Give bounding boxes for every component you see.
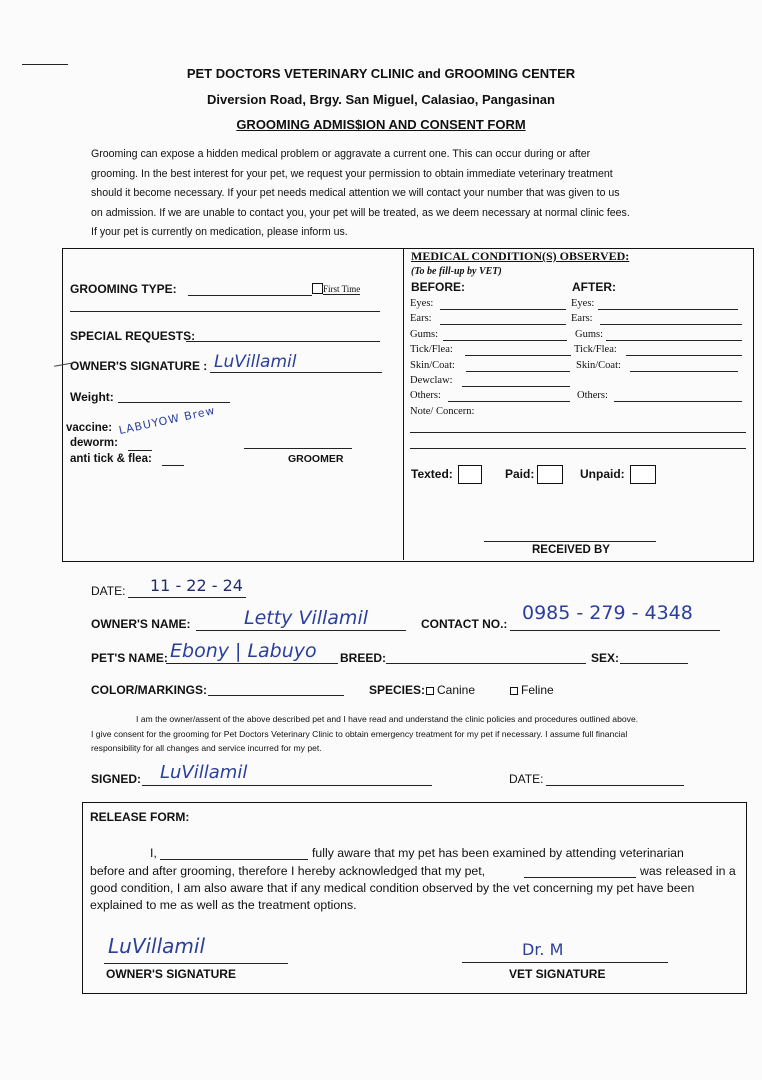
feline-label: Feline <box>521 683 554 697</box>
paid-label: Paid: <box>505 467 535 481</box>
before-tick-line[interactable] <box>465 355 571 356</box>
texted-checkbox[interactable] <box>458 465 482 484</box>
weight-line[interactable] <box>118 402 230 403</box>
date-line[interactable] <box>128 597 246 598</box>
before-others-line[interactable] <box>448 401 570 402</box>
after-gums: Gums: <box>575 329 604 340</box>
note-line-1[interactable] <box>410 432 746 433</box>
after-header: AFTER: <box>572 280 616 294</box>
pet-name-label: PET'S NAME: <box>91 651 168 665</box>
before-gums: Gums: <box>410 329 439 340</box>
signed-line[interactable] <box>142 785 432 786</box>
consent-date-line[interactable] <box>546 785 684 786</box>
special-requests-line[interactable] <box>186 341 380 342</box>
vaccine-label: vaccine: <box>66 422 113 434</box>
release-vet-sig-label: VET SIGNATURE <box>509 967 606 981</box>
before-dewclaw: Dewclaw: <box>410 375 453 386</box>
anti-tick-label: anti tick & flea: <box>70 453 152 465</box>
color-line[interactable] <box>208 695 344 696</box>
intro-line: Grooming can expose a hidden medical problem or aggravate a current one. This can occur during or after <box>91 148 591 160</box>
note-concern: Note/ Concern: <box>410 406 475 417</box>
owner-name-hand: Letty Villamil <box>244 607 369 629</box>
intro-line: on admission. If we are unable to contact you, your pet will be treated, as we deem necessary at normal clinic fees. <box>91 206 630 219</box>
groomer-line[interactable] <box>244 448 352 449</box>
after-skin: Skin/Coat: <box>576 360 621 371</box>
unpaid-label: Unpaid: <box>580 467 625 481</box>
unpaid-checkbox[interactable] <box>630 465 656 484</box>
before-dewclaw-line[interactable] <box>462 386 570 387</box>
release-vet-sig-line[interactable] <box>462 962 668 963</box>
signed-label: SIGNED: <box>91 772 142 786</box>
corner-mark <box>22 64 68 65</box>
owner-signature-line[interactable] <box>210 372 382 373</box>
before-skin-line[interactable] <box>466 371 570 372</box>
after-others-line[interactable] <box>614 401 742 402</box>
grooming-type-label: GROOMING TYPE: <box>70 282 177 296</box>
release-name-line[interactable] <box>160 859 308 860</box>
species-label: SPECIES: <box>369 683 426 697</box>
received-by-line[interactable] <box>484 541 656 542</box>
pet-name-line[interactable] <box>166 663 338 664</box>
grooming-type-line[interactable] <box>188 295 312 296</box>
release-owner-sig-line[interactable] <box>104 963 288 964</box>
consent-date-label: DATE: <box>509 772 544 786</box>
first-time-checkbox[interactable] <box>312 283 323 294</box>
medical-title: MEDICAL CONDITION(S) OBSERVED: <box>411 249 630 263</box>
before-tick: Tick/Flea: <box>410 344 453 355</box>
release-title: RELEASE FORM: <box>90 810 190 824</box>
release-vet-sig-hand: Dr. M <box>522 940 564 959</box>
clinic-address: Diversion Road, Brgy. San Miguel, Calasiao, Pangasinan <box>207 92 555 107</box>
before-skin: Skin/Coat: <box>410 360 455 371</box>
consent-line-3: responsibility for all changes and service incurred for my pet. <box>91 743 322 753</box>
sex-line[interactable] <box>620 663 688 664</box>
date-label: DATE: <box>91 584 126 598</box>
column-divider <box>403 249 404 560</box>
release-text-4: explained to me as well as the treatment options. <box>90 898 357 912</box>
after-eyes-line[interactable] <box>598 309 738 310</box>
before-ears: Ears: <box>410 313 432 324</box>
feline-checkbox[interactable] <box>510 687 518 695</box>
canine-checkbox[interactable] <box>426 687 434 695</box>
release-pet-line[interactable] <box>524 877 636 878</box>
deworm-line[interactable] <box>128 450 152 451</box>
before-ears-line[interactable] <box>440 324 566 325</box>
owner-signature-label: OWNER'S SIGNATURE : <box>70 359 208 373</box>
contact-hand: 0985 - 279 - 4348 <box>522 602 693 624</box>
after-gums-line[interactable] <box>606 340 742 341</box>
release-text-3: good condition, I am also aware that if any medical condition observed by the vet concerning my pet have been <box>90 881 695 895</box>
consent-line-1: I am the owner/assent of the above described pet and I have read and understand the clinic policies and procedures outlined above. <box>136 714 639 724</box>
contact-label: CONTACT NO.: <box>421 617 508 631</box>
after-ears-line[interactable] <box>600 324 742 325</box>
intro-line: If your pet is currently on medication, please inform us. <box>91 226 348 239</box>
before-header: BEFORE: <box>411 280 465 294</box>
weight-label: Weight: <box>70 390 114 404</box>
release-text-2a: before and after grooming, therefore I hereby acknowledged that my pet, <box>90 864 486 878</box>
texted-label: Texted: <box>411 467 453 481</box>
intro-paragraph <box>91 145 695 243</box>
special-requests-label: SPECIAL REQUESTS: <box>70 329 196 343</box>
medical-subtitle: (To be fill-up by VET) <box>411 266 502 277</box>
after-tick: Tick/Flea: <box>574 344 617 355</box>
pet-name-hand: Ebony | Labuyo <box>170 640 317 662</box>
vaccine-hand: LABUYOW Brew <box>117 403 217 438</box>
release-text-1: fully aware that my pet has been examined by attending veterinarian <box>312 846 684 860</box>
release-owner-sig-hand: LuVillamil <box>108 934 206 958</box>
owner-name-line[interactable] <box>196 630 406 631</box>
grooming-type-line-2[interactable] <box>70 311 380 312</box>
anti-tick-line[interactable] <box>162 465 184 466</box>
release-text-2b: was released in a <box>640 864 736 878</box>
intro-line: should it become necessary. If your pet needs medical attention we will contact your number that was given to us <box>91 187 620 200</box>
received-by-label: RECEIVED BY <box>532 544 610 556</box>
breed-line[interactable] <box>386 663 586 664</box>
canine-label: Canine <box>437 683 476 697</box>
color-label: COLOR/MARKINGS: <box>91 683 207 697</box>
form-title: GROOMING ADMIS$ION AND CONSENT FORM <box>236 117 526 132</box>
before-eyes: Eyes: <box>410 298 434 309</box>
first-time-label: First Time <box>323 284 361 294</box>
consent-line-2: I give consent for the grooming for Pet Doctors Veterinary Clinic to obtain emergency treatment for my pet if necessary. I assume full financial <box>91 729 628 739</box>
owner-name-label: OWNER'S NAME: <box>91 617 191 631</box>
signed-hand: LuVillamil <box>160 762 248 783</box>
paid-checkbox[interactable] <box>537 465 563 484</box>
before-eyes-line[interactable] <box>440 309 566 310</box>
release-owner-sig-label: OWNER'S SIGNATURE <box>106 967 236 981</box>
note-line-2[interactable] <box>410 448 746 449</box>
contact-line[interactable] <box>510 630 720 631</box>
date-hand: 11 - 22 - 24 <box>150 576 243 595</box>
release-i: I, <box>150 846 157 860</box>
deworm-label: deworm: <box>70 437 118 449</box>
before-gums-line[interactable] <box>443 340 567 341</box>
owner-signature-hand: LuVillamil <box>214 352 297 372</box>
breed-label: BREED: <box>340 651 387 665</box>
after-skin-line[interactable] <box>630 371 738 372</box>
after-eyes: Eyes: <box>571 298 595 309</box>
groomer-label: GROOMER <box>288 453 344 465</box>
intro-line: grooming. In the best interest for your pet, we request your permission to obtain immediate veterinary treatment <box>91 167 613 180</box>
after-tick-line[interactable] <box>626 355 742 356</box>
clinic-name: PET DOCTORS VETERINARY CLINIC and GROOMING CENTER <box>186 66 576 81</box>
after-ears: Ears: <box>571 313 593 324</box>
sex-label: SEX: <box>591 651 620 665</box>
before-others: Others: <box>410 390 441 401</box>
after-others: Others: <box>577 390 608 401</box>
